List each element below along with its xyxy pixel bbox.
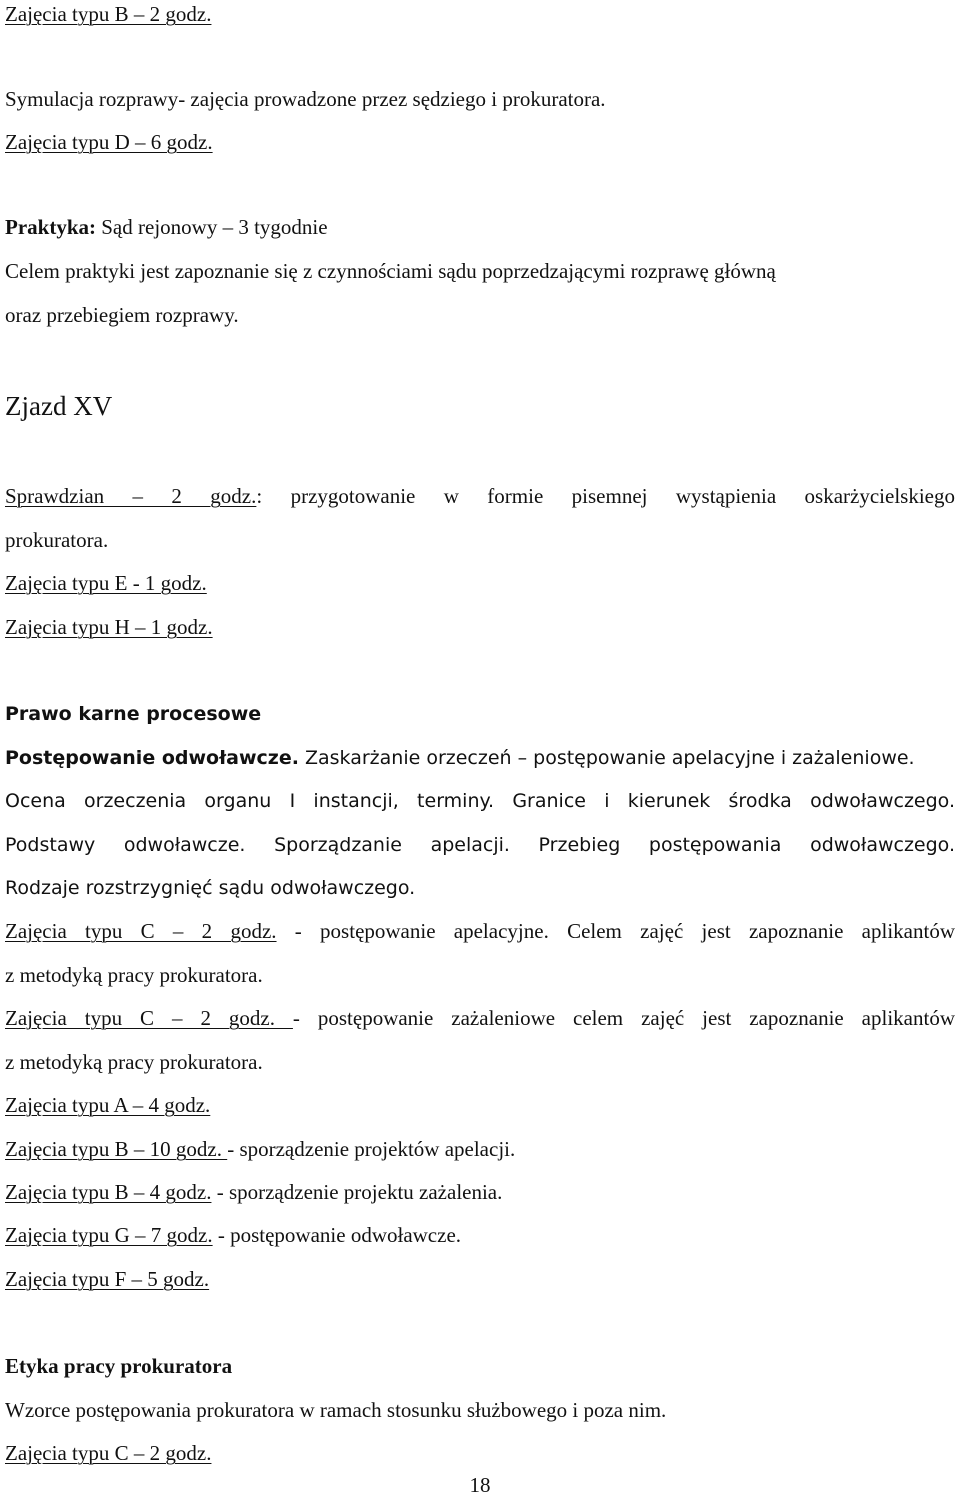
ethics-description: Wzorce postępowania prokuratora w ramach stosunku służbowego i poza nim. (5, 1398, 667, 1422)
practice-label: Praktyka: (5, 215, 96, 239)
session-b4-line (5, 1179, 502, 1205)
session-g-text: - postępowanie odwoławcze. (212, 1223, 462, 1247)
appeal-topic-line-4: Rodzaje rozstrzygnięć sądu odwoławczego. (5, 877, 416, 899)
session-b10-text: - sporządzenie projektów apelacji. (227, 1137, 516, 1161)
test-line (5, 483, 955, 509)
appeal-topic-line-3: Podstawy odwoławcze. Sporządzanie apelacji. Przebieg postępowania odwoławczego. (5, 834, 955, 856)
session-g-label: Zajęcia typu G – 7 godz. (5, 1223, 213, 1247)
session-c-appeal-line-2: z metodyką pracy prokuratora. (5, 963, 263, 987)
appeal-topic-line-2: Ocena orzeczenia organu I instancji, terminy. Granice i kierunek środka odwoławczego. (5, 790, 955, 812)
session-c-appeal-line (5, 918, 955, 944)
session-b4-text: - sporządzenie projektu zażalenia. (211, 1180, 503, 1204)
appeal-topic-line-1 (5, 745, 915, 771)
session-c-complaint-line-2: z metodyką pracy prokuratora. (5, 1050, 263, 1074)
test-text: : przygotowanie w formie pisemnej wystąpienia oskarżycielskiego (256, 484, 955, 508)
session-b10-label: Zajęcia typu B – 10 godz. (5, 1137, 228, 1161)
ethics-session-c-line: Zajęcia typu C – 2 godz. (5, 1441, 212, 1465)
page-number: 18 (469, 1473, 491, 1497)
practice-goal-line-2: oraz przebiegiem rozprawy. (5, 303, 239, 327)
practice-text: Sąd rejonowy – 3 tygodnie (96, 215, 328, 239)
test-label: Sprawdzian – 2 godz. (5, 484, 257, 508)
session-b4-label: Zajęcia typu B – 4 godz. (5, 1180, 212, 1204)
appeal-topic-text: Zaskarżanie orzeczeń – postępowanie apelacyjne i zażaleniowe. (298, 747, 915, 769)
session-e-line: Zajęcia typu E - 1 godz. (5, 571, 207, 595)
session-g-line (5, 1222, 461, 1248)
simulation-description: Symulacja rozprawy- zajęcia prowadzone przez sędziego i prokuratora. (5, 87, 606, 111)
session-c-appeal-text: - postępowanie apelacyjne. Celem zajęć jest zapoznanie aplikantów (276, 919, 955, 943)
session-c-complaint-label: Zajęcia typu C – 2 godz. (5, 1006, 293, 1030)
practice-goal-line-1: Celem praktyki jest zapoznanie się z czynnościami sądu poprzedzającymi rozprawę główną (5, 259, 776, 283)
section-heading-zjazd: Zjazd XV (5, 391, 113, 421)
session-b-line: Zajęcia typu B – 2 godz. (5, 2, 212, 26)
session-f-line: Zajęcia typu F – 5 godz. (5, 1267, 210, 1291)
session-c-complaint-line (5, 1005, 955, 1031)
session-c-appeal-label: Zajęcia typu C – 2 godz. (5, 919, 277, 943)
session-c-complaint-text: - postępowanie zażaleniowe celem zajęć jest zapoznanie aplikantów (292, 1006, 955, 1030)
session-h-line: Zajęcia typu H – 1 godz. (5, 615, 213, 639)
test-line-2: prokuratora. (5, 528, 109, 552)
subject-heading-ethics: Etyka pracy prokuratora (5, 1354, 233, 1378)
practice-line (5, 214, 328, 240)
subject-heading-criminal-procedure: Prawo karne procesowe (5, 703, 262, 725)
session-b10-line (5, 1136, 515, 1162)
session-a-line: Zajęcia typu A – 4 godz. (5, 1093, 211, 1117)
session-d-line: Zajęcia typu D – 6 godz. (5, 130, 213, 154)
appeal-topic-label: Postępowanie odwoławcze. (5, 747, 299, 769)
